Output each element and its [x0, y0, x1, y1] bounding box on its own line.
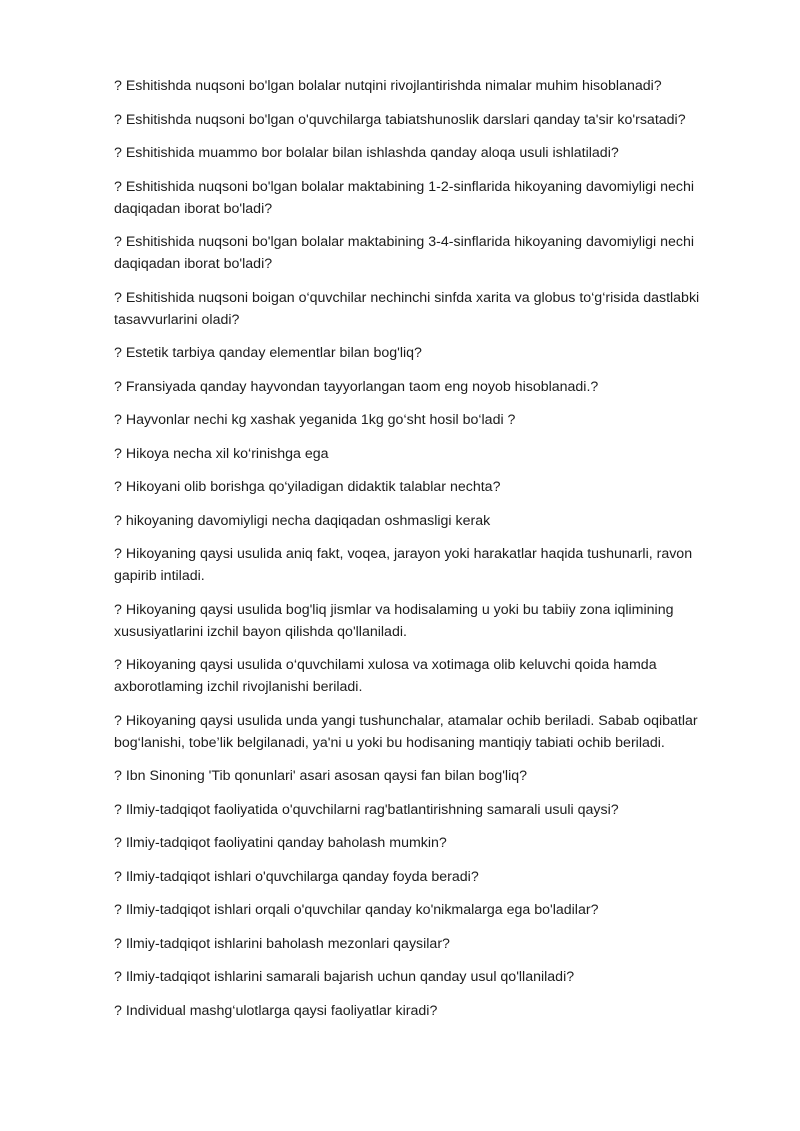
question-item: ? Hikoyani olib borishga qo‘yiladigan didaktik talablar nechta?	[114, 479, 501, 495]
question-item: ? hikoyaning davomiyligi necha daqiqadan oshmasligi kerak	[114, 512, 491, 529]
question-item: ? Hikoyaning qaysi usulida bog'liq jismlar va hodisalaming u yoki bu tabiiy zona iqlimining xususiyatlarini izchil bayon qilishda qo'llaniladi.	[114, 601, 674, 640]
question-item: ? Eshitishida nuqsoni boigan o‘quvchilar nechinchi sinfda xarita va globus to‘g‘risida dastlabki tasavvurlarini oladi?	[114, 289, 700, 328]
question-item: ? Hikoyaning qaysi usulida aniq fakt, voqea, jarayon yoki harakatlar haqida tushunarli, ravon gapirib intiladi.	[114, 546, 693, 584]
question-item: ? Ilmiy-tadqiqot ishlari o'quvchilarga qanday foyda beradi?	[114, 868, 479, 885]
question-item: ? Eshitishda nuqsoni bo'lgan bolalar nutqini rivojlantirishda nimalar muhim hisoblanadi?	[114, 78, 662, 94]
question-item: ? Hayvonlar nechi kg xashak yeganida 1kg go‘sht hosil bo‘ladi ?	[114, 412, 516, 428]
question-item: ? Ibn Sinoning 'Tib qonunlari' asari asosan qaysi fan bilan bog'liq?	[114, 768, 528, 784]
question-item: ? Ilmiy-tadqiqot faoliyatini qanday baholash mumkin?	[114, 835, 447, 851]
question-item: ? Fransiyada qanday hayvondan tayyorlangan taom eng noyob hisoblanadi.?	[114, 378, 599, 395]
question-item: ? Individual mashg‘ulotlarga qaysi faoliyatlar kiradi?	[114, 1002, 438, 1019]
question-item: ? Ilmiy-tadqiqot ishlari orqali o'quvchilar qanday ko'nikmalarga ega bo'ladilar?	[114, 902, 599, 918]
question-item: ? Ilmiy-tadqiqot ishlarini baholash mezonlari qaysilar?	[114, 935, 450, 952]
question-item: ? Eshitishida nuqsoni bo'lgan bolalar maktabining 3-4-sinflarida hikoyaning davomiyligi nechi daqiqadan iborat bo'ladi?	[114, 234, 695, 272]
question-item: ? Eshitishda nuqsoni bo'lgan o'quvchilarga tabiatshunoslik darslari qanday ta'sir ko'rsatadi?	[114, 111, 686, 128]
question-item: ? Eshitishida muammo bor bolalar bilan ishlashda qanday aloqa usuli ishlatiladi?	[114, 145, 619, 161]
question-item: ? Hikoya necha xil ko‘rinishga ega	[114, 445, 329, 462]
question-item: ? Hikoyaning qaysi usulida o‘quvchilami xulosa va xotimaga olib keluvchi qoida hamda axborotlaming izchil rivojlanishi beriladi.	[114, 657, 657, 695]
question-item: ? Ilmiy-tadqiqot faoliyatida o'quvchilarni rag'batlantirishning samarali usuli qaysi?	[114, 801, 619, 818]
question-item: ? Ilmiy-tadqiqot ishlarini samarali bajarish uchun qanday usul qo'llaniladi?	[114, 969, 575, 985]
question-item: ? Estetik tarbiya qanday elementlar bilan bog'liq?	[114, 345, 422, 361]
question-list	[114, 75, 724, 1033]
question-item: ? Hikoyaning qaysi usulida unda yangi tushunchalar, atamalar ochib beriladi. Sabab oqibatlar bog‘lanishi, tobe’lik belgilanadi, ya'ni u yoki bu hodisaning mantiqiy tabiati ochib beriladi.	[114, 712, 698, 751]
question-item: ? Eshitishida nuqsoni bo'lgan bolalar maktabining 1-2-sinflarida hikoyaning davomiyligi nechi daqiqadan iborat bo'ladi?	[114, 178, 695, 217]
